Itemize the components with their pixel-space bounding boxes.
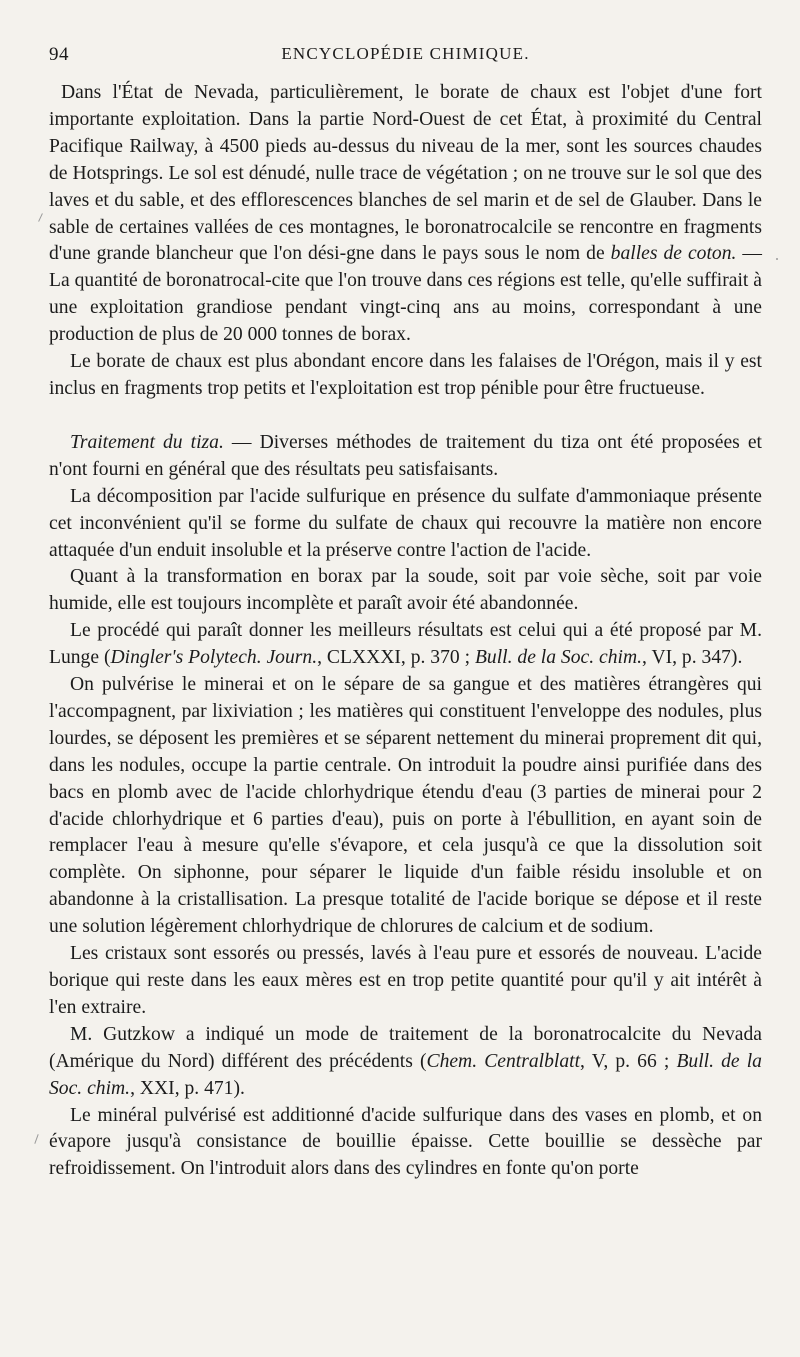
page-number: 94	[49, 44, 69, 65]
paragraph-traitement	[49, 430, 762, 484]
paragraph-gutzkow-text-c: , XXI, p. 471).	[130, 1077, 245, 1099]
paragraph-mineral: Le minéral pulvérisé est additionné d'acide sulfurique dans des vases en plomb, et on évapore jusqu'à consistance de bouillie épaisse. Cette bouillie se dessèche par refroidissement. On l'introduit alors dans des cylindres en fonte qu'on porte	[49, 1104, 762, 1180]
citation-chem-centralblatt: Chem. Centralblatt	[426, 1050, 581, 1072]
paragraph-lunge-text-b: , CLXXXI, p. 370 ;	[317, 647, 475, 669]
paragraph-cristaux: Les cristaux sont essorés ou pressés, lavés à l'eau pure et essorés de nouveau. L'acide borique qui reste dans les eaux mères est en trop petite quantité pour qu'il y ait intérêt à l'en extraire.	[49, 943, 762, 1018]
paragraph-traitement-text: — Diverses méthodes de traitement du tiza ont été proposées et n'ont fourni en général que des résultats peu satisfaisants.	[49, 431, 763, 480]
paragraph-gutzkow	[49, 1022, 762, 1103]
paragraph-nevada-text-a: Dans l'État de Nevada, particulièrement, le borate de chaux est l'objet d'une fort importante exploitation. Dans la partie Nord-Ouest de cet État, à proximité du Central Pacifique Railway, à 4500 pieds au-dessus du niveau de la mer, sont les sources chaudes de Hotsprings. Le sol est dénudé, nulle trace de végétation ; on ne trouve sur le sol que des laves et du sable, et des efflorescences blanches de sel marin et de sel de Glauber. Dans le sable de certaines vallées de ces montagnes, le boronatrocalcile se rencontre en fragments d'une grande blancheur que l'on dési-gne dans le pays sous le nom de	[49, 82, 762, 265]
paragraph-oregon: Le borate de chaux est plus abondant encore dans les falaises de l'Orégon, mais il y est inclus en fragments trop petits et l'exploitation est trop pénible pour être fructueuse.	[49, 351, 762, 399]
paragraph-nevada-text-b: — La quantité de boronatrocal-cite que l'on trouve dans ces régions est telle, qu'elle suffirait à une exploitation grandiose pendant vingt-cinq ans au moins, correspondant à une production de plus de 20 000 tonnes de borax.	[49, 243, 762, 346]
body-text	[49, 80, 762, 1183]
page-header	[49, 44, 762, 68]
paragraph-nevada	[49, 80, 762, 349]
term-balles-de-coton: balles de coton.	[610, 243, 737, 265]
paragraph-gutzkow-text-a: M. Gutzkow a indiqué un mode de traitement de la boronatrocalcite du Nevada (Amérique du Nord) différent des précédents (	[49, 1023, 762, 1072]
running-title: ENCYCLOPÉDIE CHIMIQUE.	[281, 44, 530, 63]
paragraph-soude: Quant à la transformation en borax par la soude, soit par voie sèche, soit par voie humide, elle est toujours incomplète et paraît avoir été abandonnée.	[49, 566, 762, 615]
margin-mark	[38, 213, 43, 222]
section-heading-traitement: Traitement du tiza.	[70, 431, 224, 453]
paragraph-lunge-text-c: , VI, p. 347).	[642, 647, 743, 669]
citation-bull-soc-chim-2: Bull. de la Soc. chim.	[49, 1050, 762, 1099]
margin-mark	[34, 1134, 38, 1144]
citation-dingler: Dingler's Polytech. Journ.	[110, 647, 318, 669]
paragraph-decomposition: La décomposition par l'acide sulfurique en présence du sulfate d'ammoniaque présente cet inconvénient qu'il se forme du sulfate de chaux qui recouvre la matière non encore attaquée d'un enduit insoluble et la préserve contre l'action de l'acide.	[49, 485, 762, 561]
paragraph-lunge	[49, 618, 762, 672]
margin-mark	[776, 258, 778, 260]
citation-bull-soc-chim: Bull. de la Soc. chim.	[474, 647, 643, 669]
paragraph-gutzkow-text-b: , V, p. 66 ;	[580, 1050, 677, 1072]
paragraph-pulverise: On pulvérise le minerai et on le sépare de sa gangue et des matières étrangères qui l'accompagnent, par lixiviation ; les matières qui constituent l'enveloppe des nodules, plus lourdes, se déposent les premières et se séparent nettement du minerai proprement dit qui, dans les nodules, occupe la partie centrale. On introduit la poudre ainsi purifiée dans des bacs en plomb avec de l'acide chlorhydrique étendu d'eau (3 parties de minerai pour 2 d'acide chlorhydrique et 6 parties d'eau), puis on porte à l'ébullition, en ayant soin de remplacer l'eau à mesure qu'elle s'évapore, et cela jusqu'à ce que la dissolution soit complète. On siphonne, pour séparer le liquide d'un faible résidu insoluble et on abandonne à la cristallisation. La presque totalité de l'acide borique se dépose et il reste une solution légèrement chlorhydrique de chlorures de calcium et de sodium.	[49, 674, 762, 938]
paragraph-lunge-text-a: Le procédé qui paraît donner les meilleurs résultats est celui qui a été proposé par M. Lunge (	[49, 620, 762, 669]
